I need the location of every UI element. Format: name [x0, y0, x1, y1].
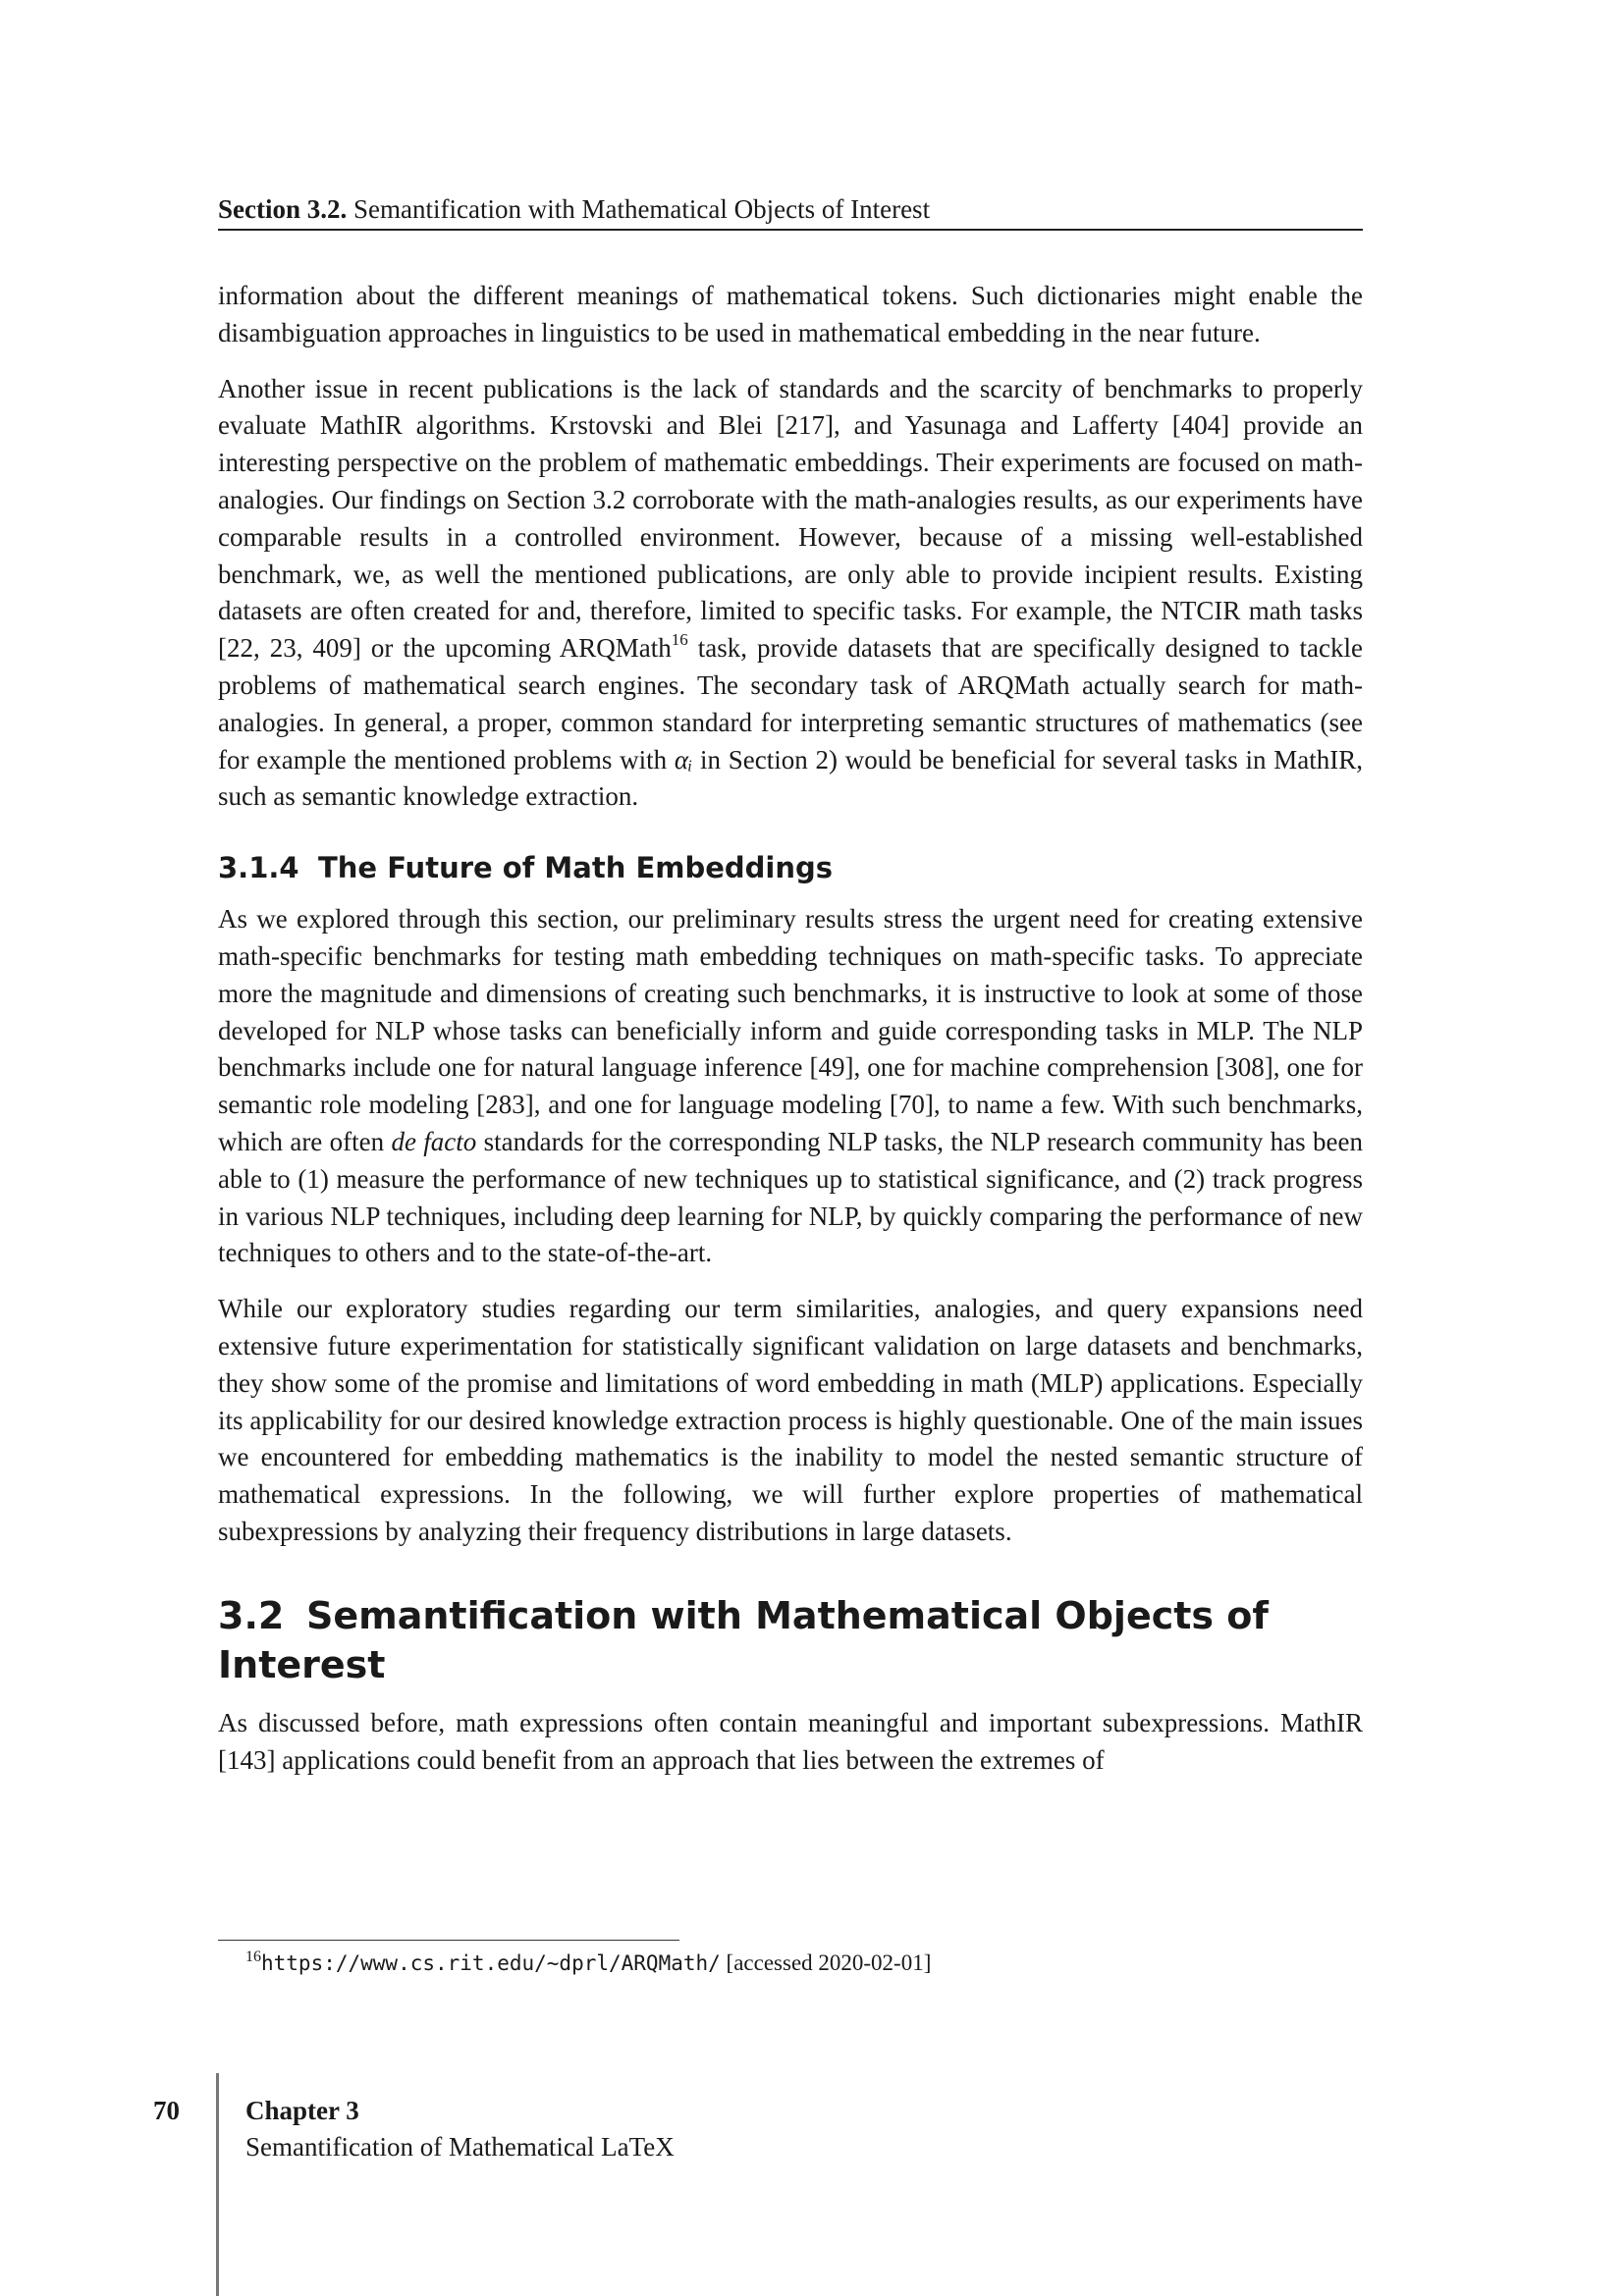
- page-number: 70: [153, 2096, 180, 2125]
- emphasis-de-facto: de facto: [391, 1126, 477, 1156]
- math-alpha-i: αᵢ: [674, 744, 693, 774]
- footnote-url-link[interactable]: https://www.cs.rit.edu/~dprl/ARQMath/: [261, 1951, 721, 1975]
- footnote-note: [accessed 2020-02-01]: [726, 1950, 932, 1975]
- section-title: Semantification with Mathematical Objects of Interest: [218, 1593, 1269, 1686]
- running-header: [218, 192, 1363, 231]
- paragraph-2: [218, 371, 1363, 817]
- subsection-title: The Future of Math Embeddings: [318, 851, 834, 885]
- footer-chapter-label: Chapter 3: [245, 2096, 359, 2125]
- paragraph-2-part-c: in Section 2) would be beneficial for several tasks in MathIR, such as semantic knowledge extraction.: [218, 744, 1363, 812]
- paragraph-5: As discussed before, math expressions often contain meaningful and important subexpressions. MathIR [143] applications could benefit from an approach that lies between the extremes of: [218, 1707, 1363, 1775]
- footnote: [245, 1947, 931, 1980]
- paragraph-1: information about the different meanings of mathematical tokens. Such dictionaries might enable the disambiguation approaches in linguistics to be used in mathematical embedding in the near future.: [218, 281, 1363, 347]
- paragraph-3: [218, 901, 1363, 1272]
- main-text: [218, 278, 1363, 1779]
- header-section-label: Section 3.2.: [218, 194, 348, 224]
- footer-chapter-title: Semantification of Mathematical LaTeX: [245, 2132, 675, 2162]
- subsection-heading: [218, 848, 1363, 887]
- section-heading: [218, 1591, 1363, 1689]
- paragraph-3-part-a: As we explored through this section, our preliminary results stress the urgent need for creating extensive math-specific benchmarks for testing math embedding techniques on math-specific tasks. To appreciate more the magnitude and dimensions of creating such benchmarks, it is instructive to look at some of those developed for NLP whose tasks can beneficially inform and guide corresponding tasks in MLP. The NLP benchmarks include one for natural language inference [49], one for machine comprehension [308], one for semantic role modeling [283], and one for language modeling [70], to name a few. With such benchmarks, which are often: [218, 904, 1363, 1156]
- paragraph-3-part-b: standards for the corresponding NLP tasks, the NLP research community has been able to (1) measure the performance of new techniques up to statistical significance, and (2) track progress in various NLP techniques, including deep learning for NLP, by quickly comparing the performance of new techniques to others and to the state-of-the-art.: [218, 1126, 1363, 1268]
- paragraph-4: While our exploratory studies regarding our term similarities, analogies, and query expansions need extensive future experimentation for statistically significant validation on large datasets and benchmarks, they show some of the promise and limitations of word embedding in math (MLP) applications. Especially its applicability for our desired knowledge extraction process is highly questionable. One of the main issues we encountered for embedding mathematics is the inability to model the nested semantic structure of mathematical expressions. In the following, we will further explore properties of mathematical subexpressions by analyzing their frequency distributions in large datasets.: [218, 1294, 1363, 1546]
- section-number: 3.2: [218, 1593, 285, 1637]
- footer-vertical-rule: [216, 2073, 219, 2296]
- footnote-rule: [218, 1940, 679, 1941]
- paragraph-2-part-a: Another issue in recent publications is the lack of standards and the scarcity of benchmarks to properly evaluate MathIR algorithms. Krstovski and Blei [217], and Yasunaga and Lafferty [404] provide an interesting perspective on the problem of mathematic embeddings. Their experiments are focused on math-analogies. Our findings on Section 3.2 corroborate with the math-analogies results, as our experiments have comparable results in a controlled environment. However, because of a missing well-established benchmark, we, as well the mentioned publications, are only able to provide incipient results. Existing datasets are often created for and, therefore, limited to specific tasks. For example, the NTCIR math tasks [22, 23, 409] or the upcoming ARQMath: [218, 373, 1363, 664]
- footer-chapter: [245, 2093, 675, 2165]
- paragraph-2-part-b: task, provide datasets that are specifically designed to tackle problems of mathematical search engines. The secondary task of ARQMath actually search for math-analogies. In general, a proper, common standard for interpreting semantic structures of mathematics (see for example the mentioned problems with: [218, 633, 1363, 774]
- subsection-number: 3.1.4: [218, 851, 299, 885]
- footnote-reference: 16: [671, 630, 688, 650]
- header-section-title: Semantification with Mathematical Objects of Interest: [353, 194, 931, 224]
- footnote-mark: 16: [245, 1949, 261, 1965]
